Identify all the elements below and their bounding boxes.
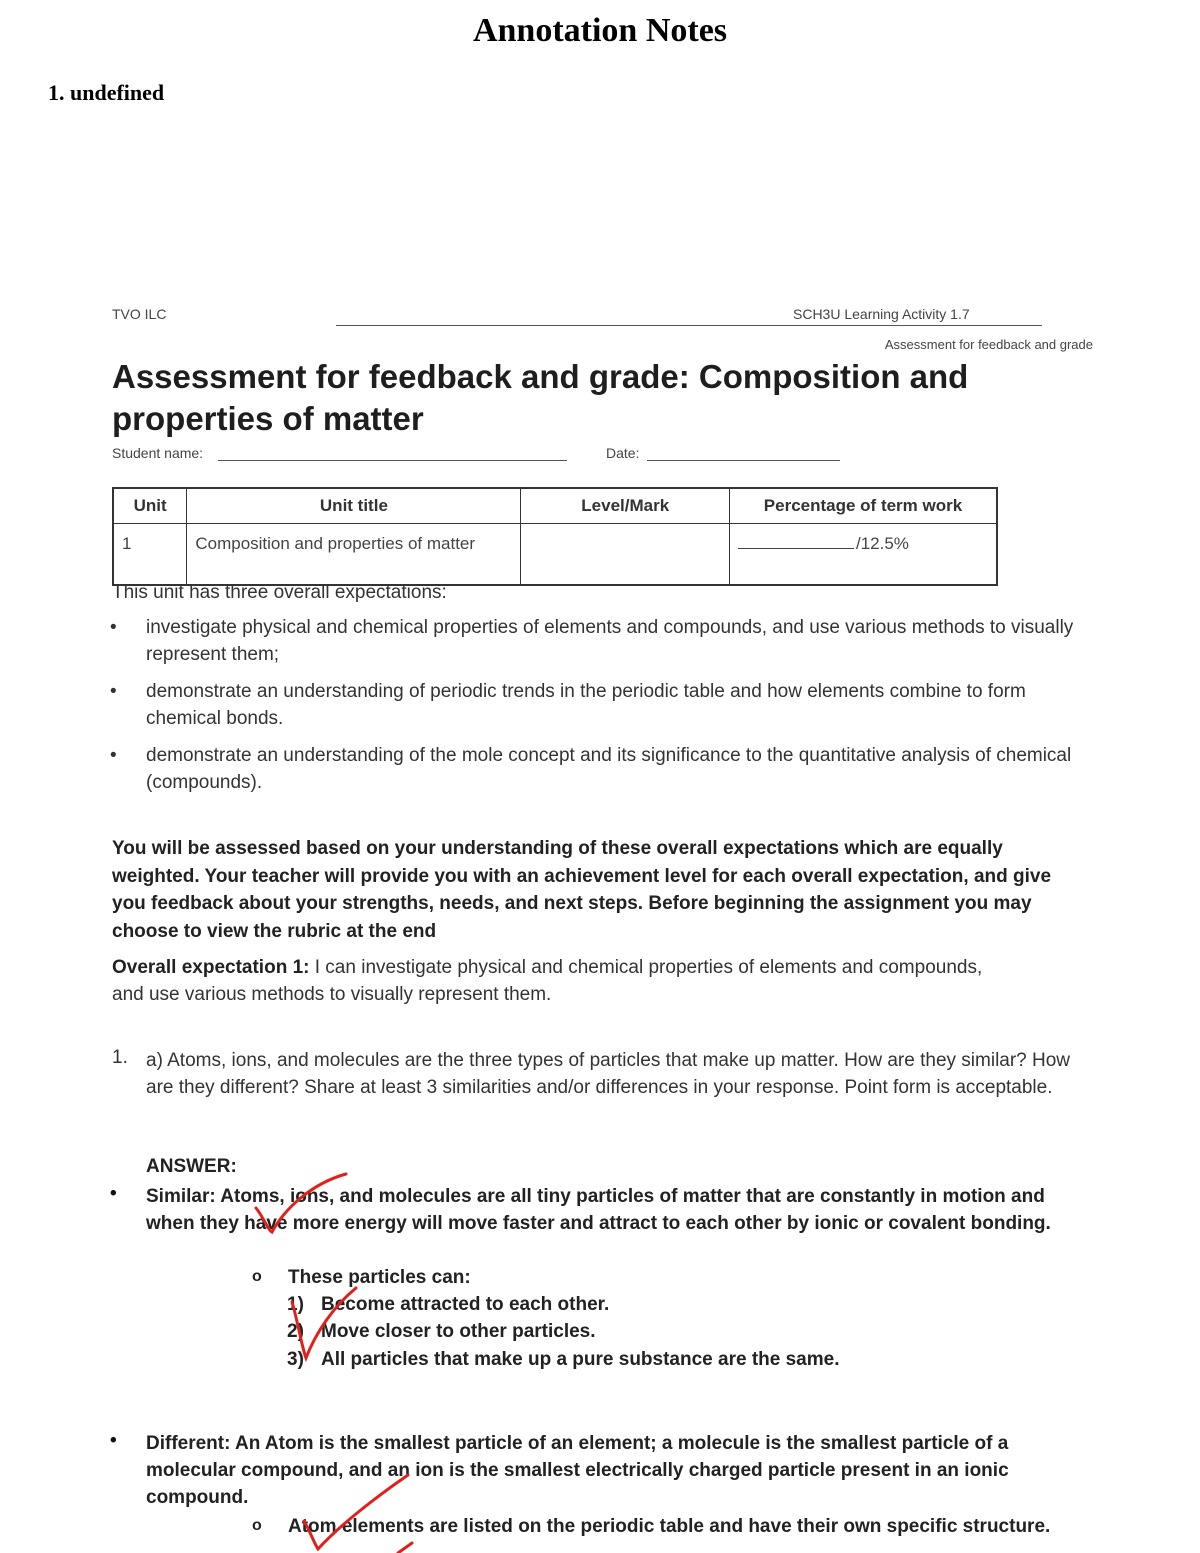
particle-item — [287, 1321, 596, 1343]
expectation-item — [110, 678, 1090, 732]
expectations-list — [110, 614, 1090, 806]
header-rule — [336, 325, 1042, 326]
percentage-value: /12.5% — [856, 534, 909, 553]
cell-percentage — [730, 524, 998, 586]
particle-item — [287, 1349, 839, 1371]
student-name-label: Student name: — [112, 445, 204, 461]
percentage-blank — [738, 532, 854, 549]
question-number: 1. — [112, 1047, 128, 1068]
cell-unit: 1 — [113, 524, 187, 586]
sub-bullet-glyph: o — [252, 1268, 262, 1285]
particle-text: All particles that make up a pure substance are the same. — [321, 1349, 840, 1370]
cell-level-mark — [521, 524, 730, 586]
expectation-item — [110, 742, 1090, 796]
student-name-line — [218, 460, 567, 461]
sub-bullet-glyph: o — [252, 1517, 262, 1534]
check-mark-stroke — [398, 1543, 412, 1553]
grade-table-header-row — [113, 488, 997, 524]
header-unit-title: Unit title — [187, 488, 521, 524]
particle-number: 2) — [287, 1321, 304, 1342]
oe1-label: Overall expectation 1: — [112, 957, 310, 978]
question-text: a) Atoms, ions, and molecules are the three types of particles that make up matter. How are they similar? How are they different? Share at least 3 similarities and/or differences in your response. Point form is acceptable. — [146, 1050, 1071, 1098]
date-label: Date: — [606, 445, 640, 461]
date-line — [647, 460, 840, 461]
particle-item — [287, 1294, 609, 1316]
assessment-note: You will be assessed based on your understanding of these overall expectations which are equally weighted. Your teacher will provide you with an achievement level for each overall expectation, and give you feedback about your strengths, needs, and next steps. Before beginning the assignment you may choose to view the rubric at the end — [112, 838, 1052, 942]
header-subtitle: Assessment for feedback and grade — [884, 337, 1093, 352]
atom-note: Atom elements are listed on the periodic table and have their own specific structure. — [288, 1516, 1051, 1537]
expectation-text: demonstrate an understanding of periodic trends in the periodic table and how elements combine to form chemical bonds. — [146, 681, 1026, 729]
expectation-item — [110, 614, 1090, 668]
bullet-glyph: • — [110, 1183, 117, 1204]
header-unit: Unit — [113, 488, 187, 524]
annotation-heading: Annotation Notes — [472, 12, 728, 49]
particle-text: Become attracted to each other. — [321, 1294, 610, 1315]
grade-table — [112, 487, 998, 586]
answer-label: ANSWER: — [146, 1156, 237, 1177]
bullet-glyph: • — [110, 1430, 117, 1451]
header-course: SCH3U Learning Activity 1.7 — [793, 306, 970, 322]
particles-intro: These particles can: — [288, 1267, 471, 1288]
header-level-mark: Level/Mark — [521, 488, 730, 524]
expectation-text: demonstrate an understanding of the mole concept and its significance to the quantitative analysis of chemical (compounds). — [146, 745, 1072, 793]
cell-unit-title: Composition and properties of matter — [187, 524, 521, 586]
header-percentage: Percentage of term work — [730, 488, 998, 524]
grade-table-row — [113, 524, 997, 586]
annotation-item: 1. undefined — [48, 80, 165, 105]
header-org: TVO ILC — [112, 306, 167, 322]
bullet-glyph: • — [110, 617, 117, 638]
answer-different: Different: An Atom is the smallest particle of an element; a molecule is the smallest particle of a molecular compound, and an ion is the smallest electrically charged particle present in an ionic compound. — [146, 1433, 1009, 1508]
answer-similar: Similar: Atoms, ions, and molecules are all tiny particles of matter that are constantly in motion and when they have more energy will move faster and attract to each other by ionic or covalent bonding. — [146, 1186, 1051, 1234]
document-title: Assessment for feedback and grade: Composition and properties of matter — [112, 358, 969, 437]
bullet-glyph: • — [110, 745, 117, 766]
particle-number: 3) — [287, 1349, 304, 1370]
bullet-glyph: • — [110, 681, 117, 702]
particle-number: 1) — [287, 1294, 304, 1315]
expectations-intro: This unit has three overall expectations: — [112, 582, 447, 603]
particle-text: Move closer to other particles. — [321, 1321, 596, 1342]
expectation-text: investigate physical and chemical properties of elements and compounds, and use various methods to visually represent them; — [146, 617, 1074, 665]
oe1-text: I can investigate physical and chemical properties of elements and compounds, and use various methods to visually represent them. — [112, 957, 983, 1005]
overall-expectation-1 — [112, 954, 1012, 1008]
